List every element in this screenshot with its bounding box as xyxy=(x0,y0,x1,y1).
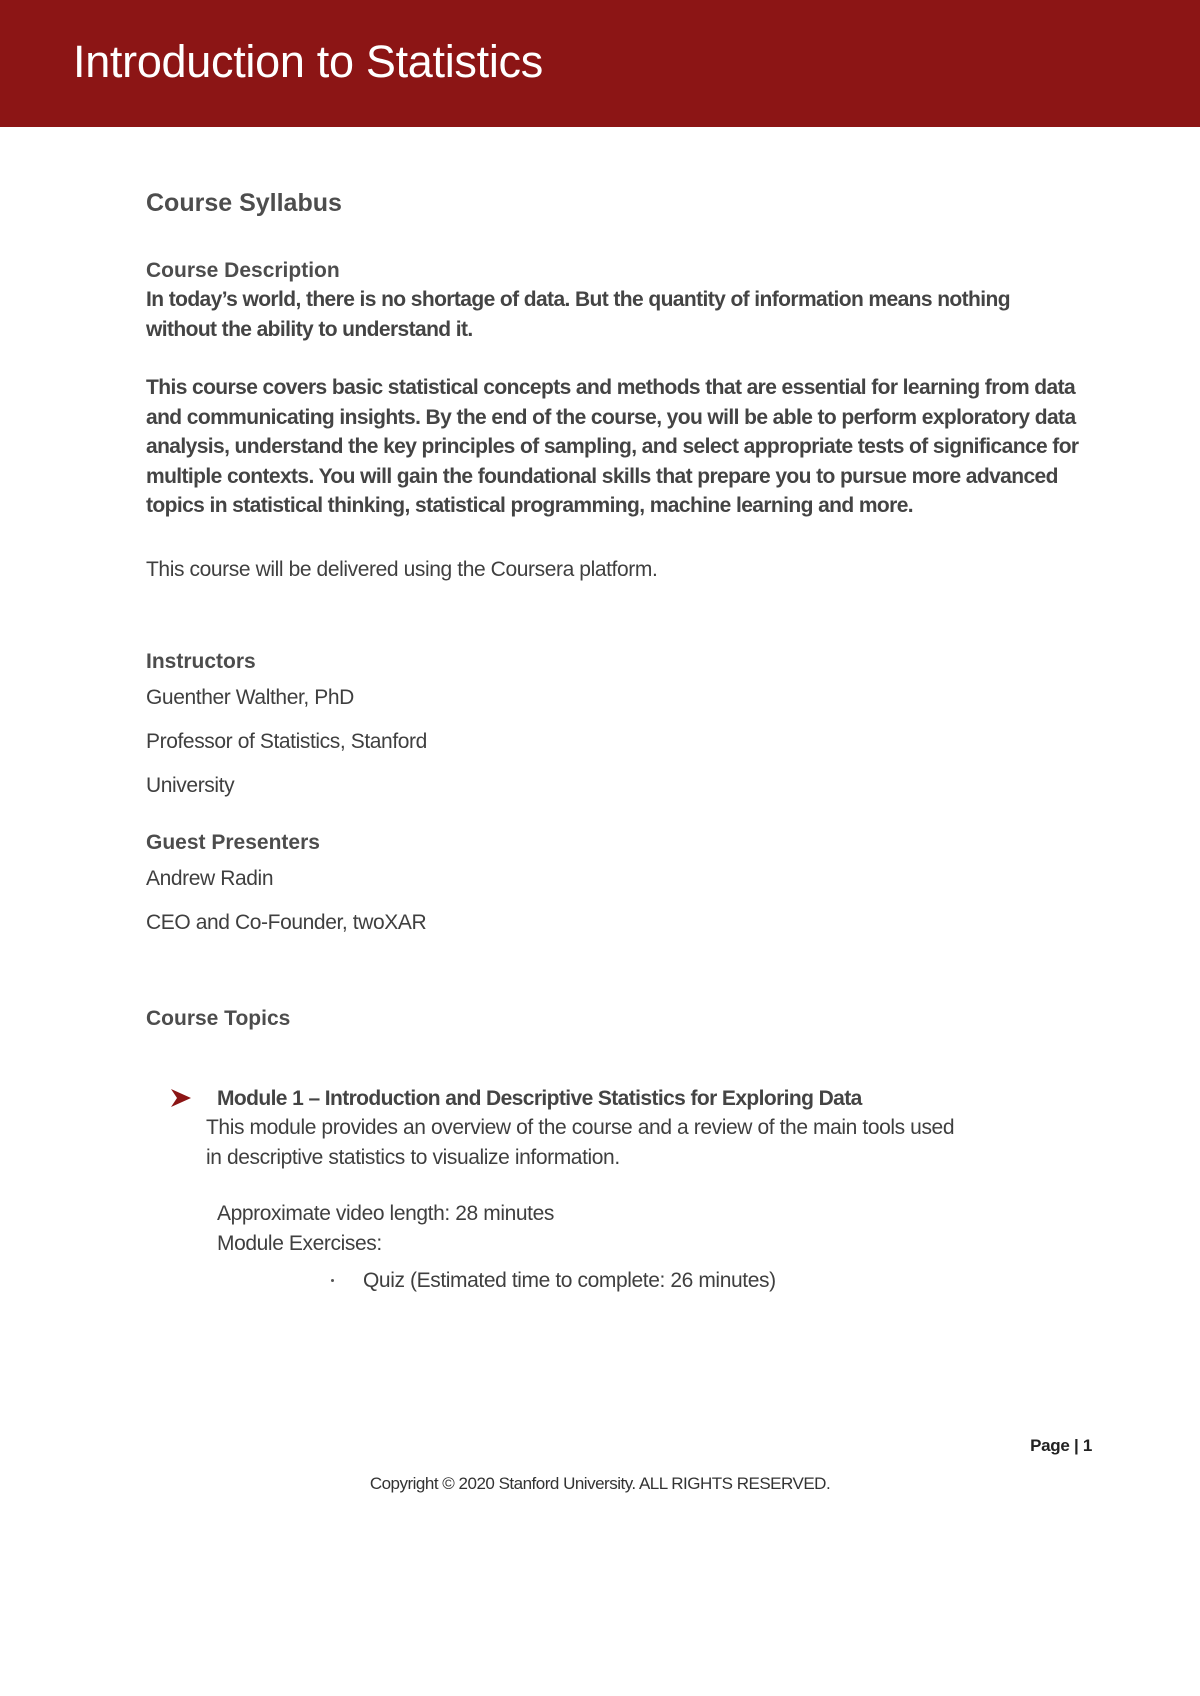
module-description: This module provides an overview of the course and a review of the main tools used in descriptive statistics to visualize information. xyxy=(206,1116,955,1169)
exercise-list xyxy=(206,1266,966,1296)
description-paragraph-platform: This course will be delivered using the Coursera platform. xyxy=(146,557,658,581)
header-banner xyxy=(0,0,1200,127)
description-paragraph-intro: In today’s world, there is no shortage of data. But the quantity of information means nothing without the ability to understand it. xyxy=(146,288,1010,341)
instructor-affiliation: University xyxy=(146,774,235,797)
course-topics-heading: Course Topics xyxy=(146,1007,291,1030)
copyright-notice: Copyright © 2020 Stanford University. ALL RIGHTS RESERVED. xyxy=(369,1474,831,1493)
guest-presenters-heading: Guest Presenters xyxy=(146,831,320,854)
guest-presenter-title: CEO and Co-Founder, twoXAR xyxy=(146,911,427,934)
arrow-bullet-icon xyxy=(170,1088,192,1108)
exercise-item xyxy=(206,1266,966,1296)
instructors-heading: Instructors xyxy=(146,650,256,673)
description-paragraph-overview: This course covers basic statistical concepts and methods that are essential for learning from data and communicating insights. By the end of the course, you will be able to perform exploratory data analysis, understand the key principles of sampling, and select appropriate tests of significance for multiple contexts. You will gain the foundational skills that prepare you to pursue more advanced topics in statistical thinking, statistical programming, machine learning and more. xyxy=(146,376,1079,517)
module-item xyxy=(206,1084,966,1296)
guest-presenter-name: Andrew Radin xyxy=(146,867,274,890)
module-title: Module 1 – Introduction and Descriptive Statistics for Exploring Data xyxy=(217,1087,862,1110)
exercise-label: Quiz (Estimated time to complete: 26 minutes) xyxy=(363,1269,776,1292)
document-title: Introduction to Statistics xyxy=(73,36,543,87)
syllabus-title: Course Syllabus xyxy=(146,189,342,217)
document-body xyxy=(146,186,1086,1296)
module-video-length: Approximate video length: 28 minutes xyxy=(217,1202,554,1225)
module-exercises-label: Module Exercises: xyxy=(217,1231,382,1255)
course-description-heading: Course Description xyxy=(146,259,340,282)
bullet-dot-icon xyxy=(331,1279,334,1282)
instructor-name: Guenther Walther, PhD xyxy=(146,686,354,709)
instructor-title: Professor of Statistics, Stanford xyxy=(146,730,427,753)
page-number: Page | 1 xyxy=(1030,1436,1092,1455)
